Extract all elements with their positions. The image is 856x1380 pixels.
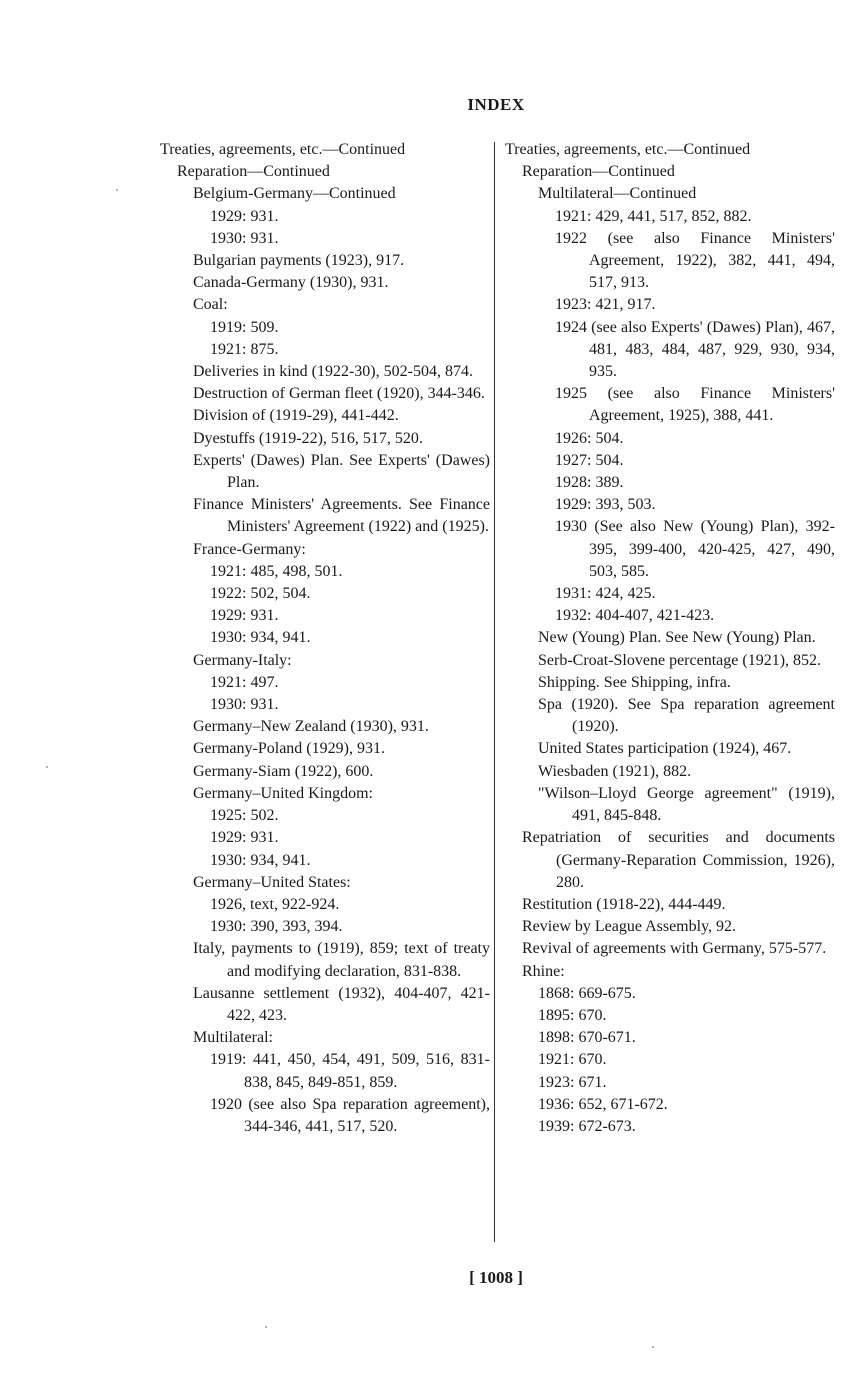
index-entry: 1932: 404-407, 421-423. bbox=[555, 607, 715, 625]
index-entry: 1921: 485, 498, 501. bbox=[210, 562, 343, 580]
index-entry: 1930: 934, 941. bbox=[210, 629, 311, 647]
index-entry: 1928: 389. bbox=[555, 474, 624, 492]
index-entry: 1930: 934, 941. bbox=[210, 851, 311, 869]
column-divider bbox=[494, 142, 495, 1242]
index-entry: Germany-Italy: bbox=[193, 651, 292, 669]
index-entry: 1919: 441, 450, 454, 491, 509, 516, 831-838, 845, 849-851, 859. bbox=[210, 1051, 490, 1091]
index-entry: Experts' (Dawes) Plan. See Experts' (Dawes) Plan. bbox=[193, 451, 490, 492]
index-entry: Treaties, agreements, etc.—Continued bbox=[505, 141, 751, 158]
index-entry: 1939: 672-673. bbox=[538, 1117, 636, 1135]
index-column-right bbox=[505, 139, 835, 1138]
index-entry: 1926: 504. bbox=[555, 429, 624, 447]
index-entry: Serb-Croat-Slovene percentage (1921), 852. bbox=[538, 651, 822, 669]
index-entry: Finance Ministers' Agreements. See Finance Ministers' Agreement (1922) and (1925). bbox=[193, 496, 490, 536]
paper-speck bbox=[265, 1326, 267, 1328]
index-entry: United States participation (1924), 467. bbox=[538, 740, 792, 758]
index-entry: Revival of agreements with Germany, 575-577. bbox=[522, 940, 827, 958]
index-entry: Division of (1919-29), 441-442. bbox=[193, 407, 399, 425]
index-entry: 1868: 669-675. bbox=[538, 984, 636, 1002]
index-entry: 1930: 931. bbox=[210, 229, 279, 247]
index-entry: Germany-Poland (1929), 931. bbox=[193, 740, 385, 758]
index-entry: Destruction of German fleet (1920), 344-346. bbox=[193, 385, 485, 403]
index-entry: 1898: 670-671. bbox=[538, 1029, 636, 1047]
index-entry: 1931: 424, 425. bbox=[555, 585, 656, 603]
index-entry: Multilateral: bbox=[193, 1029, 273, 1047]
index-entry: Germany–New Zealand (1930), 931. bbox=[193, 718, 429, 736]
index-entry: "Wilson–Lloyd George agreement" (1919), 491, 845-848. bbox=[538, 784, 835, 825]
index-entry: 1926, text, 922-924. bbox=[210, 895, 340, 913]
index-entry: 1921: 429, 441, 517, 852, 882. bbox=[555, 207, 752, 225]
index-entry: 1919: 509. bbox=[210, 318, 279, 336]
index-entry: Wiesbaden (1921), 882. bbox=[538, 762, 692, 780]
index-entry: Germany-Siam (1922), 600. bbox=[193, 762, 374, 780]
index-column-left bbox=[160, 139, 490, 1138]
index-entry: Repatriation of securities and documents (Germany-Reparation Commission, 1926), 280. bbox=[522, 829, 835, 891]
index-entry: Bulgarian payments (1923), 917. bbox=[193, 252, 405, 270]
index-entry: 1922: 502, 504. bbox=[210, 585, 311, 603]
index-entry: Italy, payments to (1919), 859; text of treaty and modifying declaration, 831-838. bbox=[193, 940, 490, 980]
index-entry: 1929: 931. bbox=[210, 607, 279, 625]
index-entry: 1927: 504. bbox=[555, 451, 624, 469]
index-entry: 1895: 670. bbox=[538, 1006, 607, 1024]
index-entry: Shipping. See Shipping, infra. bbox=[538, 673, 731, 691]
index-entry: Coal: bbox=[193, 296, 228, 314]
index-entry: 1924 (see also Experts' (Dawes) Plan), 467, 481, 483, 484, 487, 929, 930, 934, 935. bbox=[555, 318, 835, 381]
paper-speck bbox=[46, 766, 48, 768]
index-entry: Rhine: bbox=[522, 962, 565, 980]
page-number: [ 1008 ] bbox=[469, 1268, 523, 1287]
index-entry: 1925: 502. bbox=[210, 807, 279, 825]
index-entry: 1921: 497. bbox=[210, 673, 279, 691]
index-entry: Reparation—Continued bbox=[522, 163, 675, 181]
index-entry: 1929: 931. bbox=[210, 207, 279, 225]
index-entry: New (Young) Plan. See New (Young) Plan. bbox=[538, 629, 816, 647]
index-entry: Restitution (1918-22), 444-449. bbox=[522, 895, 726, 913]
index-entry: 1925 (see also Finance Ministers' Agreement, 1925), 388, 441. bbox=[555, 385, 835, 425]
index-entry: France-Germany: bbox=[193, 540, 306, 558]
index-entry: Spa (1920). See Spa reparation agreement (1920). bbox=[538, 696, 835, 736]
index-entry: Germany–United Kingdom: bbox=[193, 784, 373, 802]
index-entry: Canada-Germany (1930), 931. bbox=[193, 274, 389, 292]
index-entry: Reparation—Continued bbox=[177, 163, 330, 181]
index-entry: 1929: 393, 503. bbox=[555, 496, 656, 514]
paper-speck bbox=[652, 1346, 654, 1348]
index-entry: Multilateral—Continued bbox=[538, 185, 697, 203]
index-entry: 1923: 671. bbox=[538, 1073, 607, 1091]
index-entry: Lausanne settlement (1932), 404-407, 421-422, 423. bbox=[193, 984, 490, 1024]
index-entry: Dyestuffs (1919-22), 516, 517, 520. bbox=[193, 429, 423, 447]
index-entry: Review by League Assembly, 92. bbox=[522, 918, 737, 936]
index-entry: 1930 (See also New (Young) Plan), 392-395, 399-400, 420-425, 427, 490, 503, 585. bbox=[555, 518, 835, 580]
index-entry: 1920 (see also Spa reparation agreement), 344-346, 441, 517, 520. bbox=[210, 1095, 490, 1135]
index-entry: 1921: 875. bbox=[210, 340, 279, 358]
index-entry: Treaties, agreements, etc.—Continued bbox=[160, 141, 406, 158]
page-title: INDEX bbox=[467, 95, 525, 114]
index-entry: 1923: 421, 917. bbox=[555, 296, 656, 314]
index-entry: Germany–United States: bbox=[193, 873, 351, 891]
index-entry: 1936: 652, 671-672. bbox=[538, 1095, 668, 1113]
index-entry: Belgium-Germany—Continued bbox=[193, 185, 396, 203]
paper-speck bbox=[116, 189, 118, 191]
index-entry: 1930: 390, 393, 394. bbox=[210, 918, 343, 936]
index-entry: 1930: 931. bbox=[210, 696, 279, 714]
index-entry: 1922 (see also Finance Ministers' Agreement, 1922), 382, 441, 494, 517, 913. bbox=[555, 229, 835, 292]
index-entry: Deliveries in kind (1922-30), 502-504, 874. bbox=[193, 363, 473, 381]
index-entry: 1929: 931. bbox=[210, 829, 279, 847]
index-entry: 1921: 670. bbox=[538, 1051, 607, 1069]
